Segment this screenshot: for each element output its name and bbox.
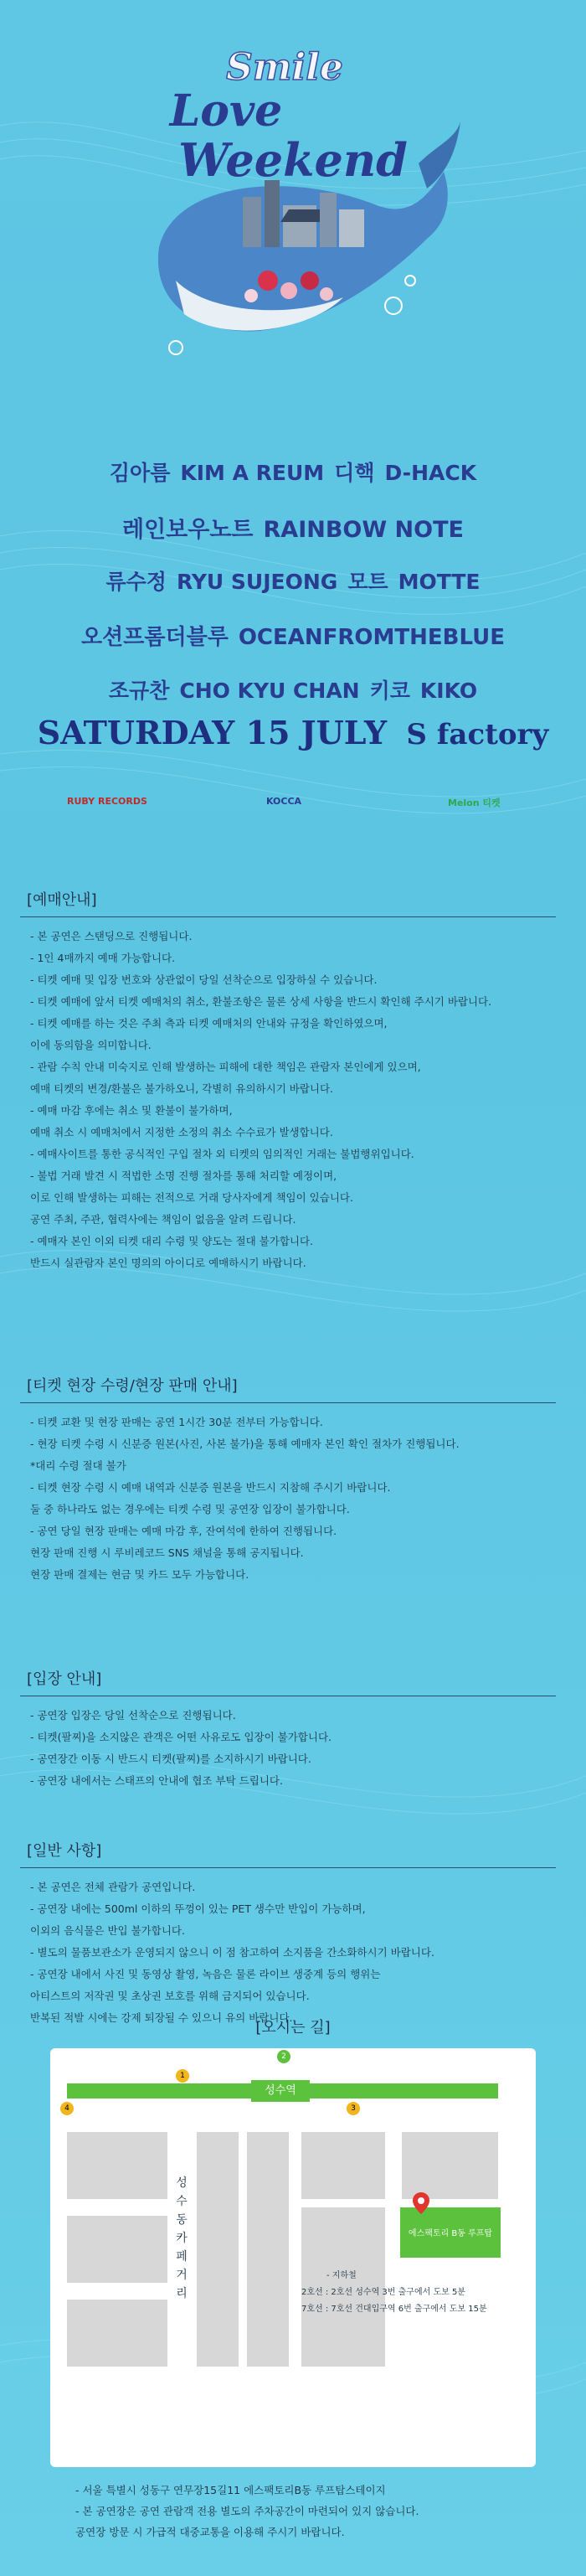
street-label: 성수동카페거리 [176,2176,188,2300]
map-title: [오시는 길] [255,2019,331,2037]
list-item: - 공연장 내에는 500ml 이하의 뚜껑이 있는 PET 생수만 반입이 가능하며, [30,1902,366,1915]
artist-name-en: D-HACK [384,461,477,485]
list-item: 현장 판매 진행 시 루비레코드 SNS 채널을 통해 공지됩니다. [30,1546,304,1559]
sponsor-logos [0,796,586,821]
list-item: 이외의 음식물은 반입 불가합니다. [30,1924,185,1937]
list-item: - 티켓(팔찌)을 소지않은 관객은 어떤 사유로도 입장이 불가합니다. [30,1731,332,1743]
list-item: - 티켓 교환 및 현장 판매는 공연 1시간 30분 전부터 가능합니다. [30,1416,323,1428]
lineup-row-2 [0,511,586,544]
event-date [0,714,586,751]
list-item: - 본 공연은 스탠딩으로 진행됩니다. [30,930,193,942]
entry-info-list [20,1705,566,1792]
festival-logo [126,29,460,423]
artist-name-kr: 오션프롬더블루 [81,625,229,650]
date-text: SATURDAY 15 JULY [37,714,388,751]
list-item: 반복된 적발 시에는 강제 퇴장될 수 있으니 유의 바랍니다. [30,2011,293,2024]
list-item: - 1인 4매까지 예매 가능합니다. [30,952,176,964]
list-item: - 티켓 예매에 앞서 티켓 예매처의 취소, 환불조항은 물론 상세 사항을 반드시 확인해 주시기 바랍니다. [30,995,492,1008]
artist-name-en: RAINBOW NOTE [263,517,464,543]
exit-marker-4: 4 [60,2102,74,2115]
list-item: - 본 공연장은 공연 관람객 전용 별도의 주차공간이 마련되어 있지 않습니다. [75,2505,419,2517]
logo-smile-text: Smile [226,46,343,89]
sponsor-logo-ruby-records: RUBY RECORDS [67,796,147,807]
artist-name-en: KIKO [419,679,478,703]
general-notes-list [20,1877,566,2029]
sponsor-logo-melon-ticket: Melon 티켓 [448,798,501,808]
list-item: - 공연 당일 현장 판매는 예매 마감 후, 잔여석에 한하여 진행됩니다. [30,1525,337,1537]
artist-name-kr: 레인보우노트 [122,517,254,543]
list-item: - 별도의 물품보관소가 운영되지 않으니 이 점 참고하여 소지품을 간소화하시기 바랍니다. [30,1946,434,1959]
map-block [197,2132,239,2367]
station-label: 성수역 [251,2080,310,2102]
list-item: 공연장 방문 시 가급적 대중교통을 이용해 주시기 바랍니다. [75,2526,345,2538]
artist-name-kr: 디핵 [334,461,375,485]
divider [20,1867,556,1868]
list-item: 둘 중 하나라도 없는 경우에는 티켓 수령 및 공연장 입장이 불가합니다. [30,1503,350,1515]
artist-name-kr: 김아름 [109,461,171,485]
map-block [402,2132,498,2199]
address-info-list [75,2480,419,2542]
sponsor-logo-kocca: KOCCA [266,796,302,807]
list-item: - 공연장 내에서 사진 및 동영상 촬영, 녹음은 물론 라이브 생중계 등의 행위는 [30,1968,381,1980]
logo-love-text: Love [169,85,283,137]
list-item: - 예매사이트를 통한 공식적인 구입 절차 외 티켓의 임의적인 거래는 불법행위입니다. [30,1148,414,1160]
map-block [67,2300,167,2367]
list-item: - 예매 마감 후에는 취소 및 환불이 불가하며, [30,1104,233,1117]
subway-title: - 지하철 [326,2271,357,2280]
list-item: - 관람 수칙 안내 미숙지로 인해 발생하는 피해에 대한 책임은 관람자 본인에게 있으며, [30,1061,421,1073]
artist-name-kr: 키코 [369,679,410,703]
list-item: 아티스트의 저작권 및 초상권 보호를 위해 금지되어 있습니다. [30,1990,310,2002]
logo-weekend-text: Weekend [178,133,408,187]
list-item: - 티켓 현장 수령 시 예매 내역과 신분증 원본을 반드시 지참해 주시기 바랍니다. [30,1481,391,1494]
map-block [247,2132,289,2367]
subway-line-7: 7호선 : 7호선 건대입구역 6번 출구에서 도보 15분 [301,2305,487,2314]
section-title: [티켓 현장 수령/현장 판매 안내] [27,1377,238,1395]
list-item: 현장 판매 결제는 현금 및 카드 모두 가능합니다. [30,1568,249,1581]
location-pin-icon [413,2192,429,2214]
artist-name-kr: 조규찬 [108,679,170,703]
booking-info-list [20,926,566,1274]
subway-info [301,2268,487,2318]
list-item: - 공연장 내에서는 스태프의 안내에 협조 부탁 드립니다. [30,1774,283,1787]
artist-name-en: CHO KYU CHAN [179,679,360,703]
list-item: - 서울 특별시 성동구 연무장15길11 에스팩토리B동 루프탑스테이지 [75,2484,386,2496]
map-block [67,2132,167,2199]
artist-name-en: OCEANFROMTHEBLUE [238,625,505,650]
list-item: - 예매자 본인 이외 티켓 대리 수령 및 양도는 절대 불가합니다. [30,1235,314,1247]
section-entry-info [20,1667,566,1792]
subway-line-2: 2호선 : 2호선 성수역 3번 출구에서 도보 5분 [301,2288,465,2297]
lineup-row-4 [0,620,586,651]
section-title: [입장 안내] [27,1670,102,1688]
section-title: [예매안내] [27,891,97,909]
list-item: - 공연장간 이동 시 반드시 티켓(팔찌)를 소지하시기 바랍니다. [30,1753,311,1765]
artist-name-kr: 류수정 [105,570,167,594]
list-item: - 본 공연은 전체 관람가 공연입니다. [30,1881,196,1893]
artist-name-kr: 모트 [347,570,388,594]
venue-label: 에스팩토리 B동 루프탑 [408,2229,493,2238]
section-booking-info [20,888,566,1274]
whale-illustration-icon [126,29,460,423]
list-item: 예매 티켓의 변경/환불은 불가하오니, 각별히 유의하시기 바랍니다. [30,1082,334,1095]
exit-marker-3: 3 [347,2102,360,2115]
section-title: [일반 사항] [27,1842,102,1860]
map-block [67,2216,167,2283]
exit-marker-1: 1 [176,2069,189,2083]
ticket-pickup-list [20,1412,566,1586]
exit-marker-2: 2 [277,2050,290,2063]
artist-name-en: MOTTE [398,570,481,594]
list-item: - 티켓 예매를 하는 것은 주최 측과 티켓 예매처의 안내와 규정을 확인하였으며, [30,1017,388,1030]
lineup-row-5 [0,674,586,705]
lineup-row-3 [0,565,586,596]
section-ticket-pickup [20,1374,566,1586]
list-item: - 현장 티켓 수령 시 신분증 원본(사진, 사본 불가)을 통해 예매자 본인 확인 절차가 진행됩니다. [30,1438,460,1450]
artist-name-en: KIM A REUM [180,461,325,485]
list-item: - 티켓 예매 및 입장 번호와 상관없이 당일 선착순으로 입장하실 수 있습니다. [30,973,378,986]
artist-name-en: RYU SUJEONG [176,570,338,594]
poster [0,0,586,838]
divider [20,1402,556,1403]
list-item: 이로 인해 발생하는 피해는 전적으로 거래 당사자에게 책임이 있습니다. [30,1191,353,1204]
list-item: 이에 동의함을 의미합니다. [30,1039,152,1051]
list-item: - 불법 거래 발견 시 적법한 소명 진행 절차를 통해 처리할 예정이며, [30,1169,337,1182]
venue-text: S factory [406,718,549,751]
map-block [301,2132,385,2199]
section-general-notes [20,1839,566,2029]
list-item: - 공연장 입장은 당일 선착순으로 진행됩니다. [30,1709,236,1722]
lineup-row-1 [0,457,586,487]
list-item: 예매 취소 시 예매처에서 지정한 소정의 취소 수수료가 발생합니다. [30,1126,333,1138]
divider [20,916,556,917]
list-item: 공연 주최, 주관, 협력사에는 책임이 없음을 알려 드립니다. [30,1213,296,1226]
list-item: *대리 수령 절대 불가 [30,1459,126,1472]
list-item: 반드시 실관람자 본인 명의의 아이디로 예매하시기 바랍니다. [30,1257,306,1269]
location-map[interactable] [50,2048,536,2467]
